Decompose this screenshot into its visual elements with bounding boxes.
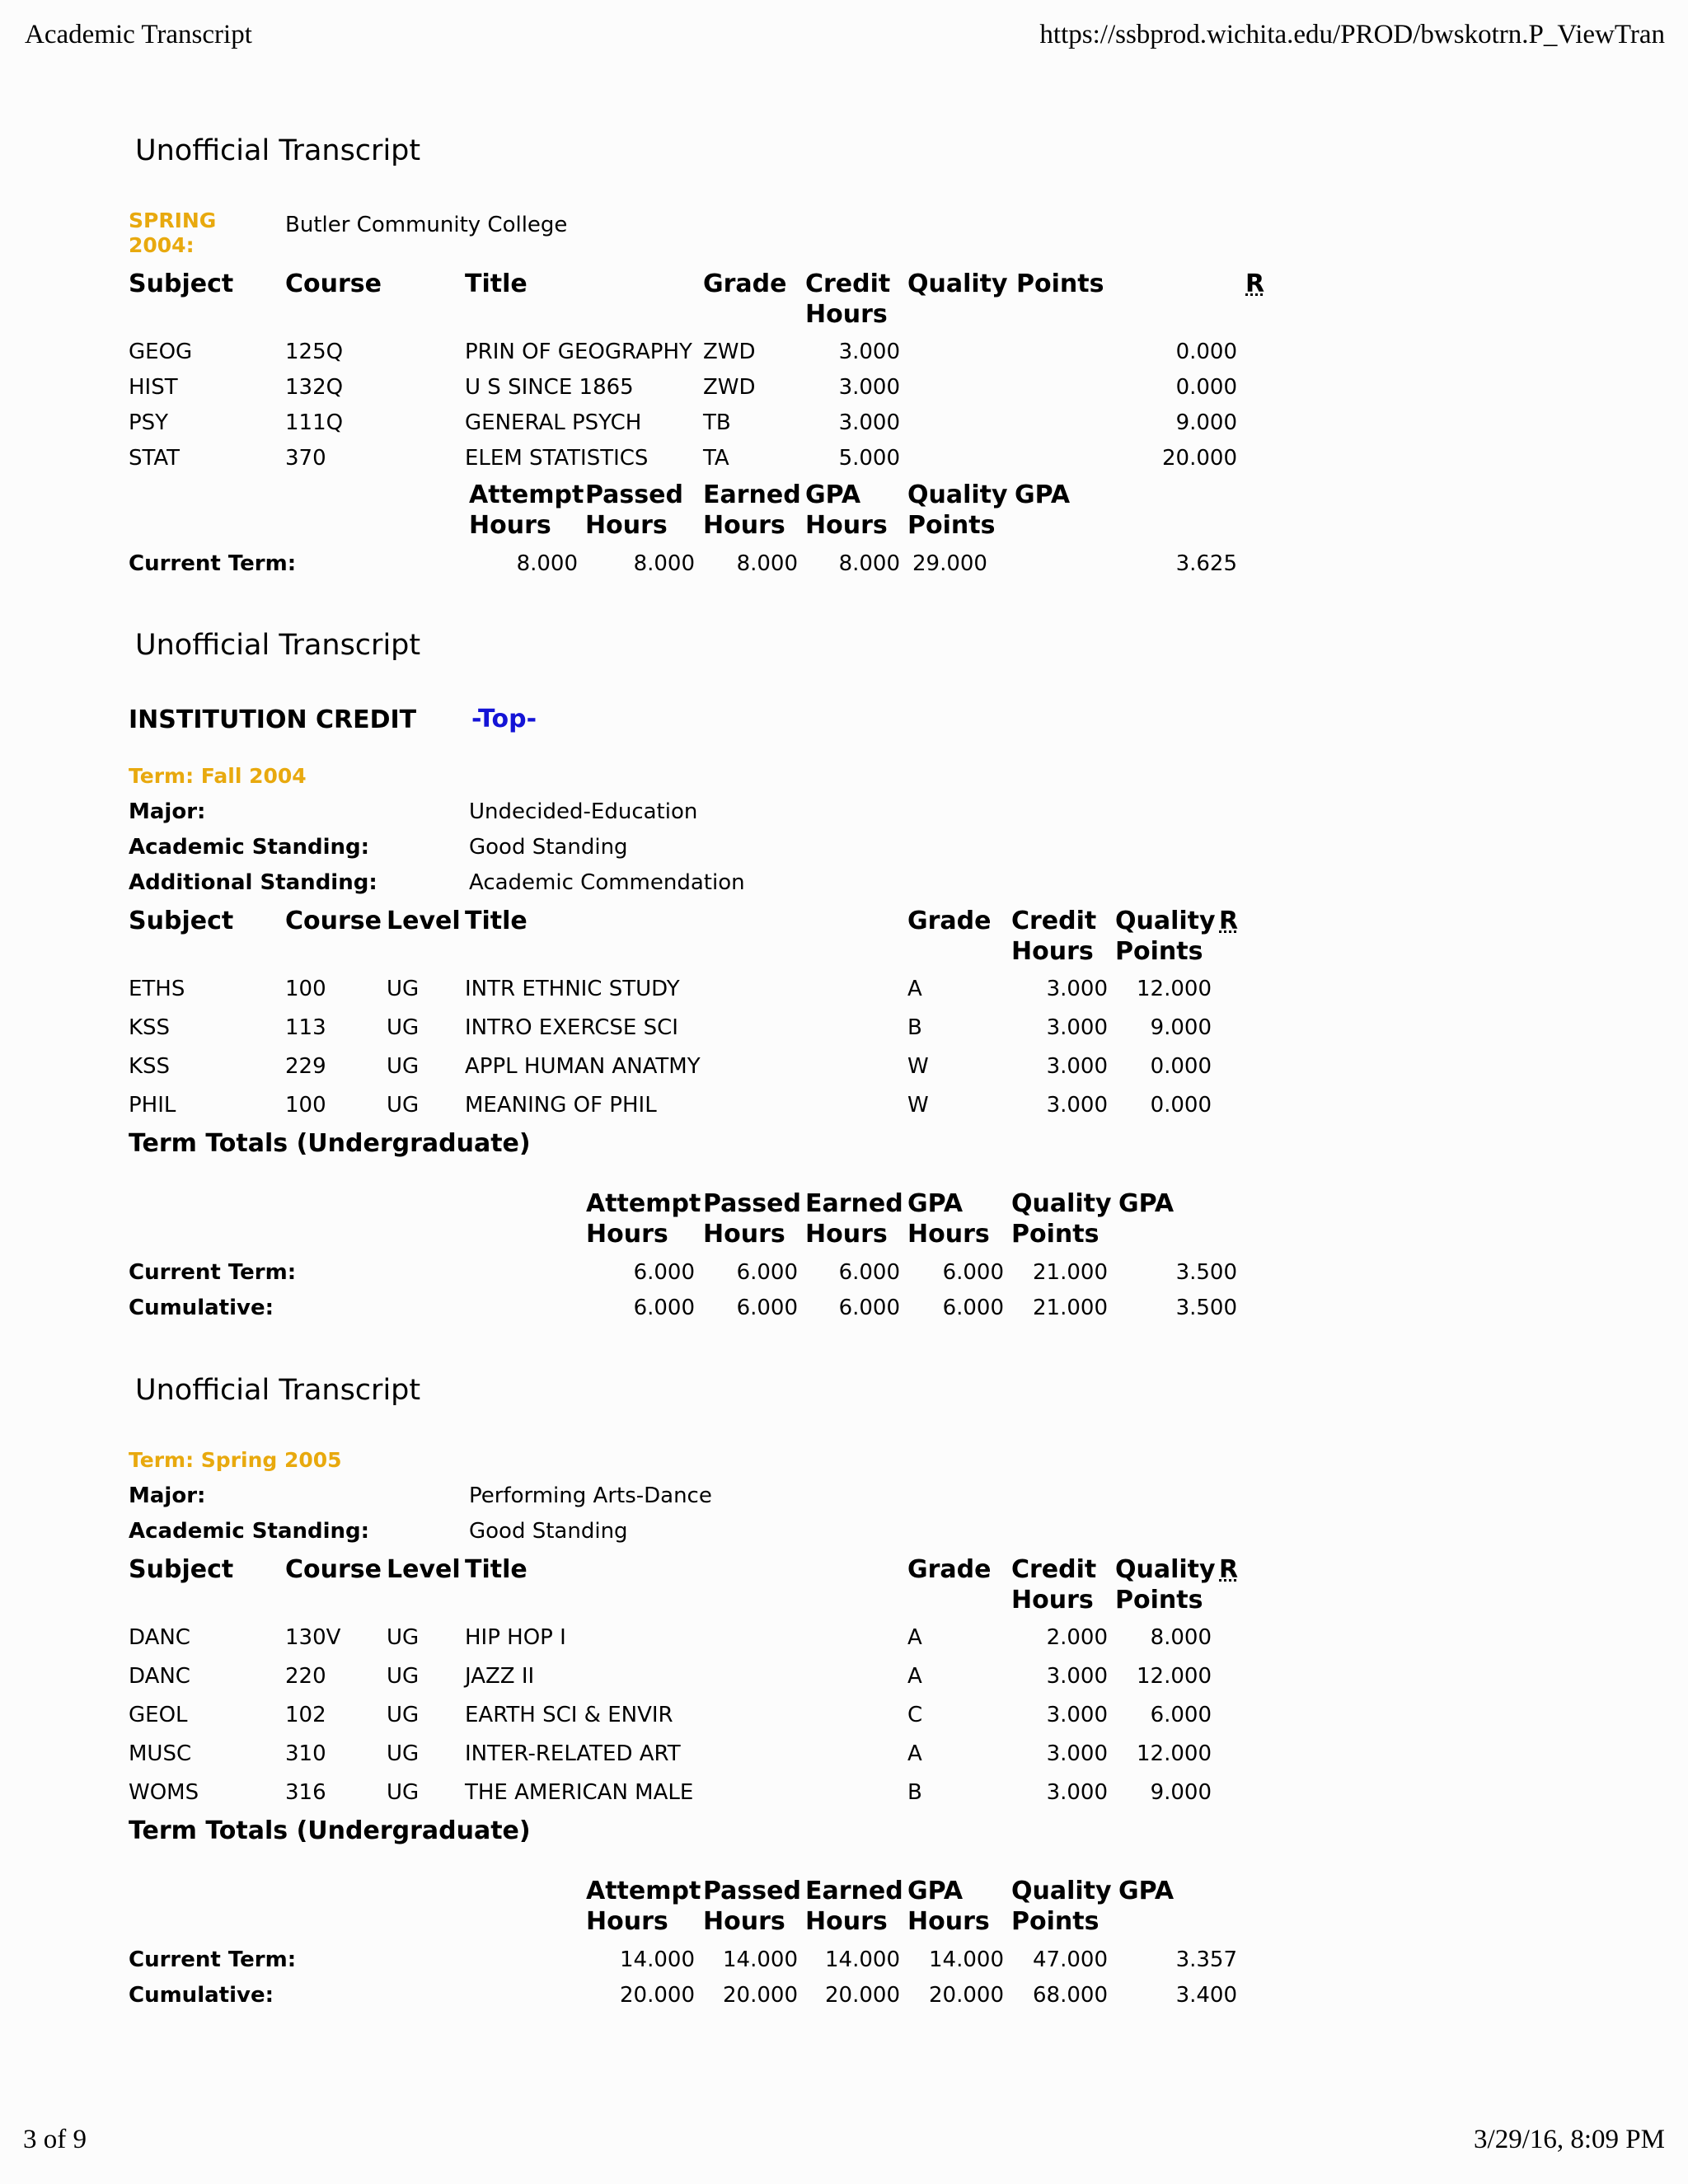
additional-standing-label: Additional Standing: <box>129 870 377 895</box>
col-credit-hours: Credit Hours <box>805 269 891 329</box>
section-title: Unofficial Transcript <box>135 629 421 662</box>
col-attempt-hours: Attempt Hours <box>586 1189 701 1249</box>
print-header-url: https://ssbprod.wichita.edu/PROD/bwskotrn.P_ViewTran <box>1039 20 1665 49</box>
col-repeat: R <box>1219 907 1239 935</box>
col-repeat: R <box>1245 269 1265 298</box>
col-quality-points: Quality Points <box>1011 1877 1112 1936</box>
col-title: Title <box>465 1555 528 1584</box>
col-gpa-hours: GPA Hours <box>907 1189 990 1249</box>
term-label: SPRING 2004: <box>129 209 217 257</box>
col-credit-hours: Credit Hours <box>1011 1555 1097 1615</box>
col-title: Title <box>465 907 528 935</box>
col-quality-points: Quality Points <box>1115 907 1216 966</box>
academic-standing-value: Good Standing <box>469 835 628 860</box>
print-header-title: Academic Transcript <box>25 20 252 49</box>
additional-standing-value: Academic Commendation <box>469 870 745 895</box>
section-title: Unofficial Transcript <box>135 1374 421 1407</box>
academic-standing-label: Academic Standing: <box>129 835 370 860</box>
col-grade: Grade <box>907 1555 992 1584</box>
col-level: Level <box>387 907 461 935</box>
col-gpa-hours: GPA Hours <box>907 1877 990 1936</box>
print-footer-page: 3 of 9 <box>23 2125 87 2154</box>
col-attempt-hours: Attempt Hours <box>586 1877 701 1936</box>
academic-standing-value: Good Standing <box>469 1519 628 1544</box>
col-earned-hours: Earned Hours <box>805 1189 903 1249</box>
institution-credit-heading: INSTITUTION CREDIT <box>129 705 417 734</box>
col-quality-points: Quality Points <box>1115 1555 1216 1615</box>
col-earned-hours: Earned Hours <box>805 1877 903 1936</box>
col-subject: Subject <box>129 1555 234 1584</box>
major-label: Major: <box>129 799 206 824</box>
col-credit-hours: Credit Hours <box>1011 907 1097 966</box>
major-value: Undecided-Education <box>469 799 698 824</box>
col-gpa: GPA <box>1118 1189 1175 1218</box>
col-quality-points: Quality Points <box>1011 1189 1112 1249</box>
major-value: Performing Arts-Dance <box>469 1483 712 1508</box>
col-subject: Subject <box>129 269 234 298</box>
page-title: Unofficial Transcript <box>135 134 421 167</box>
col-subject: Subject <box>129 907 234 935</box>
col-course: Course <box>285 907 382 935</box>
col-passed-hours: Passed Hours <box>703 1877 801 1936</box>
col-grade: Grade <box>703 269 787 298</box>
col-gpa: GPA <box>1118 1877 1175 1905</box>
major-label: Major: <box>129 1483 206 1508</box>
col-course: Course <box>285 269 382 298</box>
col-earned-hours: Earned Hours <box>703 480 801 540</box>
col-gpa-hours: GPA Hours <box>805 480 888 540</box>
term-label: Term: Spring 2005 <box>129 1448 342 1472</box>
col-gpa: GPA <box>1015 480 1071 509</box>
term-totals-heading: Term Totals (Undergraduate) <box>129 1129 531 1158</box>
term-totals-heading: Term Totals (Undergraduate) <box>129 1816 531 1845</box>
col-passed-hours: Passed Hours <box>585 480 683 540</box>
academic-standing-label: Academic Standing: <box>129 1519 370 1544</box>
institution-name: Butler Community College <box>285 213 568 237</box>
col-quality-points: Quality Points <box>907 269 1104 298</box>
print-footer-datetime: 3/29/16, 8:09 PM <box>1474 2125 1665 2154</box>
col-repeat: R <box>1219 1555 1239 1584</box>
col-level: Level <box>387 1555 461 1584</box>
col-passed-hours: Passed Hours <box>703 1189 801 1249</box>
term-label: Term: Fall 2004 <box>129 764 307 788</box>
col-quality-points: Quality Points <box>907 480 1008 540</box>
col-course: Course <box>285 1555 382 1584</box>
top-link[interactable]: -Top- <box>471 705 537 733</box>
col-attempt-hours: Attempt Hours <box>469 480 584 540</box>
col-grade: Grade <box>907 907 992 935</box>
col-title: Title <box>465 269 528 298</box>
